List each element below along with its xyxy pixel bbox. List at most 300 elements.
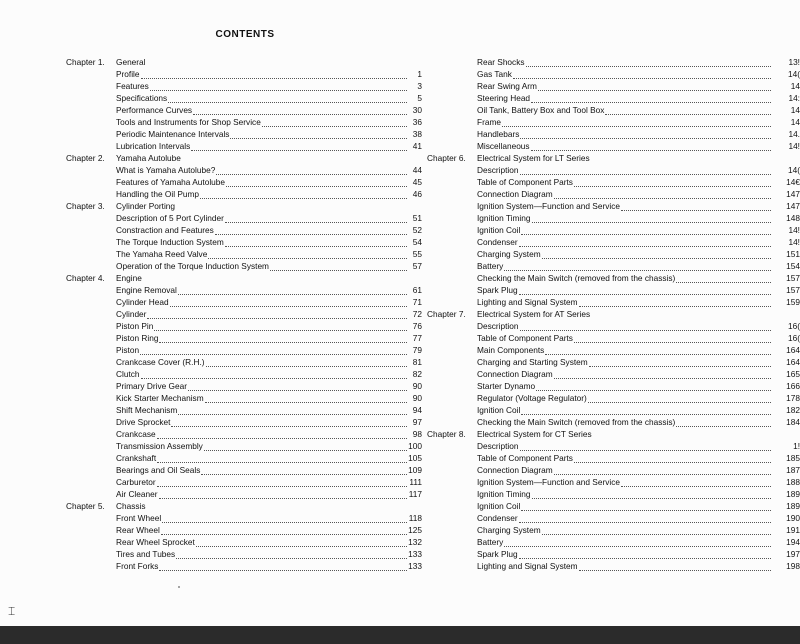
toc-page-number: 191: [786, 525, 800, 535]
toc-entry-label: Ignition Coil: [477, 225, 521, 235]
toc-entry: [66, 236, 422, 248]
toc-page-number: 125: [408, 525, 422, 535]
toc-page-number: 189: [786, 501, 800, 511]
toc-entry: [66, 524, 422, 536]
dot-leader: [542, 251, 771, 259]
dot-leader: [531, 143, 771, 151]
dot-leader: [141, 371, 407, 379]
toc-page-number: 100: [408, 441, 422, 451]
toc-entry: [66, 464, 422, 476]
toc-entry-label: Table of Component Parts: [477, 177, 573, 187]
toc-chapter-heading: [66, 152, 422, 164]
toc-entry-label: Lubrication Intervals: [116, 141, 191, 151]
toc-entry: [66, 428, 422, 440]
toc-page-number: 166: [786, 381, 800, 391]
viewer-bottom-bar: [0, 626, 800, 644]
toc-entry-label: Description: [477, 321, 519, 331]
dot-leader: [200, 191, 407, 199]
toc-page-number: 38: [412, 129, 422, 139]
toc-entry-label: Primary Drive Gear: [116, 381, 187, 391]
toc-page-number: 157: [786, 285, 800, 295]
toc-entry: [66, 356, 422, 368]
toc-page-number: 14: [790, 117, 800, 127]
dot-leader: [520, 443, 771, 451]
toc-entry-label: Clutch: [116, 369, 140, 379]
toc-right-column: [427, 56, 800, 572]
chapter-number: Chapter 8.: [427, 429, 466, 439]
toc-entry: [427, 284, 800, 296]
toc-page-number: 61: [412, 285, 422, 295]
toc-entry-label: Rear Shocks: [477, 57, 525, 67]
dot-leader: [140, 347, 407, 355]
dot-leader: [545, 347, 771, 355]
toc-page-number: 147: [786, 201, 800, 211]
toc-entry-label: Charging System: [477, 249, 541, 259]
dot-leader: [676, 275, 771, 283]
dot-leader: [519, 515, 771, 523]
dot-leader: [579, 299, 771, 307]
toc-entry-label: Operation of the Torque Induction System: [116, 261, 269, 271]
dot-leader: [574, 179, 771, 187]
dot-leader: [574, 455, 771, 463]
toc-entry-label: Piston: [116, 345, 140, 355]
toc-page-number: 13!: [788, 57, 800, 67]
toc-page-number: 90: [412, 393, 422, 403]
toc-entry-label: Connection Diagram: [477, 465, 553, 475]
toc-entry-label: Drive Sprocket: [116, 417, 171, 427]
toc-entry-label: Spark Plug: [477, 285, 518, 295]
toc-entry: [66, 248, 422, 260]
dot-leader: [159, 491, 407, 499]
dot-leader: [208, 251, 407, 259]
toc-entry: [427, 464, 800, 476]
toc-entry-label: Description: [477, 165, 519, 175]
dot-leader: [504, 263, 771, 271]
toc-entry: [66, 452, 422, 464]
toc-entry-label: Checking the Main Switch (removed from the chassis): [477, 273, 676, 283]
toc-entry: [66, 404, 422, 416]
dot-leader: [520, 323, 771, 331]
toc-page-number: 197: [786, 549, 800, 559]
toc-entry: [66, 440, 422, 452]
toc-page-number: 77: [412, 333, 422, 343]
toc-page-number: 184: [786, 417, 800, 427]
dot-leader: [532, 215, 772, 223]
dot-leader: [621, 479, 771, 487]
toc-entry-label: Steering Head: [477, 93, 531, 103]
toc-page-number: 51: [412, 213, 422, 223]
toc-entry: [427, 200, 800, 212]
toc-page-number: 14.: [788, 129, 800, 139]
toc-entry-label: Rear Wheel Sprocket: [116, 537, 195, 547]
dot-leader: [521, 503, 771, 511]
toc-chapter-heading: [427, 428, 800, 440]
toc-page-number: 132: [408, 537, 422, 547]
dot-leader: [621, 203, 771, 211]
dot-leader: [159, 563, 407, 571]
toc-entry: [427, 392, 800, 404]
toc-page-number: 14!: [788, 237, 800, 247]
toc-page-number: 45: [412, 177, 422, 187]
dot-leader: [531, 95, 771, 103]
toc-entry: [66, 560, 422, 572]
toc-entry: [66, 308, 422, 320]
dot-leader: [554, 371, 771, 379]
toc-page-number: 5: [417, 93, 422, 103]
toc-entry: [427, 128, 800, 140]
toc-entry: [427, 440, 800, 452]
toc-entry-label: Features: [116, 81, 149, 91]
chapter-title: Electrical System for AT Series: [477, 309, 591, 319]
toc-page-number: 54: [412, 237, 422, 247]
toc-entry-label: Oil Tank, Battery Box and Tool Box: [477, 105, 605, 115]
dot-leader: [504, 539, 771, 547]
toc-entry-label: Engine Removal: [116, 285, 177, 295]
toc-page-number: 41: [412, 141, 422, 151]
dot-leader: [521, 227, 771, 235]
dot-leader: [176, 551, 407, 559]
toc-entry-label: Lighting and Signal System: [477, 561, 578, 571]
toc-entry-label: Ignition Coil: [477, 501, 521, 511]
dot-leader: [519, 287, 771, 295]
toc-page-number: 81: [412, 357, 422, 367]
toc-entry-label: Checking the Main Switch (removed from the chassis): [477, 417, 676, 427]
dot-leader: [554, 191, 771, 199]
toc-page-number: 46: [412, 189, 422, 199]
toc-entry-label: Piston Pin: [116, 321, 154, 331]
toc-entry-label: Condenser: [477, 513, 518, 523]
toc-entry-label: Kick Starter Mechanism: [116, 393, 204, 403]
toc-page-number: 151: [786, 249, 800, 259]
toc-entry: [66, 488, 422, 500]
toc-entry-label: Condenser: [477, 237, 518, 247]
toc-page-number: 57: [412, 261, 422, 271]
toc-entry: [427, 536, 800, 548]
dot-leader: [605, 107, 771, 115]
toc-entry-label: Bearings and Oil Seals: [116, 465, 201, 475]
toc-entry: [427, 92, 800, 104]
dot-leader: [196, 539, 407, 547]
toc-entry-label: Air Cleaner: [116, 489, 158, 499]
dot-leader: [532, 491, 772, 499]
toc-page-number: 30: [412, 105, 422, 115]
toc-page-number: 118: [408, 513, 422, 523]
toc-entry: [427, 80, 800, 92]
chapter-number: Chapter 7.: [427, 309, 466, 319]
toc-entry: [427, 260, 800, 272]
toc-entry-label: Carburetor: [116, 477, 156, 487]
dot-leader: [206, 359, 407, 367]
toc-entry: [427, 512, 800, 524]
toc-page-number: 109: [408, 465, 422, 475]
toc-entry: [427, 272, 800, 284]
toc-page-number: 147: [786, 189, 800, 199]
dot-leader: [230, 131, 407, 139]
toc-entry: [427, 380, 800, 392]
toc-page-number: 190: [786, 513, 800, 523]
dot-leader: [225, 239, 407, 247]
toc-page-number: 187: [786, 465, 800, 475]
dot-leader: [188, 383, 407, 391]
chapter-title: Yamaha Autolube: [116, 153, 181, 163]
dot-leader: [157, 455, 407, 463]
toc-page-number: 72: [412, 309, 422, 319]
dot-leader: [178, 287, 407, 295]
toc-page-number: 1!: [793, 441, 800, 451]
toc-page-number: 52: [412, 225, 422, 235]
dot-leader: [520, 131, 771, 139]
chapter-title: Chassis: [116, 501, 146, 511]
toc-entry-label: Rear Wheel: [116, 525, 160, 535]
toc-entry-label: Transmission Assembly: [116, 441, 203, 451]
toc-entry: [427, 212, 800, 224]
dot-leader: [513, 71, 771, 79]
toc-entry: [427, 140, 800, 152]
toc-entry-label: Features of Yamaha Autolube: [116, 177, 226, 187]
dot-leader: [178, 407, 407, 415]
dot-leader: [536, 383, 771, 391]
toc-entry-label: Cylinder: [116, 309, 147, 319]
toc-page-number: 16(: [788, 333, 800, 343]
dot-leader: [676, 419, 771, 427]
text-cursor-icon: ⌶: [8, 604, 16, 618]
toc-entry: [66, 212, 422, 224]
toc-entry: [427, 452, 800, 464]
toc-entry-label: Regulator (Voltage Regulator): [477, 393, 587, 403]
dot-leader: [270, 263, 407, 271]
toc-entry-label: Table of Component Parts: [477, 333, 573, 343]
toc-entry-label: Crankcase: [116, 429, 156, 439]
chapter-number: Chapter 4.: [66, 273, 105, 283]
toc-entry: [66, 140, 422, 152]
toc-page-number: 111: [409, 477, 422, 487]
toc-page-number: 82: [412, 369, 422, 379]
toc-page-number: 3: [417, 81, 422, 91]
toc-entry-label: Connection Diagram: [477, 189, 553, 199]
toc-entry-label: Frame: [477, 117, 501, 127]
dot-leader: [162, 515, 407, 523]
dot-leader: [205, 395, 407, 403]
toc-chapter-heading: [66, 500, 422, 512]
toc-entry: [427, 476, 800, 488]
dot-leader: [204, 443, 407, 451]
toc-entry-label: Gas Tank: [477, 69, 512, 79]
toc-entry: [427, 548, 800, 560]
toc-entry-label: Front Wheel: [116, 513, 162, 523]
dot-leader: [519, 239, 771, 247]
toc-entry: [66, 260, 422, 272]
dot-leader: [502, 119, 771, 127]
dot-leader: [521, 407, 771, 415]
toc-page-number: 164: [786, 345, 800, 355]
toc-page-number: 36: [412, 117, 422, 127]
toc-chapter-heading: [66, 272, 422, 284]
toc-entry: [427, 524, 800, 536]
toc-page-number: 105: [408, 453, 422, 463]
toc-entry-label: Crankshaft: [116, 453, 157, 463]
toc-entry-label: Shift Mechanism: [116, 405, 178, 415]
dot-leader: [542, 527, 771, 535]
dot-leader: [579, 563, 771, 571]
toc-entry: [66, 332, 422, 344]
toc-entry-label: The Yamaha Reed Valve: [116, 249, 208, 259]
toc-entry: [66, 104, 422, 116]
dot-leader: [147, 311, 407, 319]
toc-entry: [427, 320, 800, 332]
toc-page-number: 14(: [788, 165, 800, 175]
toc-entry: [427, 68, 800, 80]
toc-page-number: 14!: [788, 141, 800, 151]
toc-entry: [66, 284, 422, 296]
toc-page-number: 71: [412, 297, 422, 307]
toc-entry-label: Ignition System—Function and Service: [477, 201, 620, 211]
toc-entry-label: Front Forks: [116, 561, 159, 571]
dot-leader: [150, 83, 407, 91]
toc-entry: [427, 236, 800, 248]
toc-entry-label: Handlebars: [477, 129, 520, 139]
toc-entry: [427, 332, 800, 344]
toc-entry-label: Handling the Oil Pump: [116, 189, 200, 199]
chapter-title: Cylinder Porting: [116, 201, 176, 211]
dot-leader: [538, 83, 771, 91]
toc-page-number: 154: [786, 261, 800, 271]
toc-page-number: 189: [786, 489, 800, 499]
toc-entry: [427, 224, 800, 236]
dot-leader: [520, 167, 771, 175]
toc-entry-label: Constraction and Features: [116, 225, 214, 235]
dot-leader: [574, 335, 771, 343]
toc-entry-label: Miscellaneous: [477, 141, 530, 151]
toc-entry-label: Profile: [116, 69, 140, 79]
toc-entry: [427, 176, 800, 188]
toc-entry: [427, 164, 800, 176]
toc-entry-label: Charging System: [477, 525, 541, 535]
toc-entry-label: Table of Component Parts: [477, 453, 573, 463]
chapter-title: Electrical System for CT Series: [477, 429, 592, 439]
toc-entry: [66, 296, 422, 308]
toc-page-number: 133: [408, 561, 422, 571]
toc-page-number: 133: [408, 549, 422, 559]
toc-entry-label: Battery: [477, 261, 504, 271]
toc-page-number: 1: [417, 69, 422, 79]
toc-entry: [66, 224, 422, 236]
dot-leader: [157, 479, 407, 487]
toc-entry: [427, 560, 800, 572]
toc-entry: [66, 368, 422, 380]
toc-entry: [66, 512, 422, 524]
toc-entry-label: Starter Dynamo: [477, 381, 536, 391]
toc-entry: [427, 188, 800, 200]
toc-page-number: 16(: [788, 321, 800, 331]
dot-leader: [216, 167, 407, 175]
toc-page-number: 90: [412, 381, 422, 391]
toc-page-number: 14: [790, 105, 800, 115]
dot-leader: [201, 467, 407, 475]
toc-entry-label: Battery: [477, 537, 504, 547]
dot-leader: [193, 107, 407, 115]
toc-entry: [427, 356, 800, 368]
chapter-number: Chapter 1.: [66, 57, 105, 67]
toc-entry-label: Piston Ring: [116, 333, 159, 343]
stray-mark: [178, 586, 180, 588]
toc-entry: [427, 404, 800, 416]
dot-leader: [215, 227, 407, 235]
dot-leader: [262, 119, 407, 127]
toc-entry-label: Crankcase Cover (R.H.): [116, 357, 205, 367]
dot-leader: [161, 527, 407, 535]
toc-page-number: 55: [412, 249, 422, 259]
toc-entry-label: Ignition Timing: [477, 489, 531, 499]
toc-page-number: 185: [786, 453, 800, 463]
toc-chapter-heading: [66, 56, 422, 68]
toc-entry: [66, 320, 422, 332]
dot-leader: [154, 323, 407, 331]
dot-leader: [141, 71, 407, 79]
toc-page-number: 159: [786, 297, 800, 307]
toc-page-number: 194: [786, 537, 800, 547]
toc-page-number: 178: [786, 393, 800, 403]
chapter-number: Chapter 6.: [427, 153, 466, 163]
dot-leader: [589, 359, 771, 367]
toc-chapter-heading: [427, 152, 800, 164]
toc-entry-label: Specifications: [116, 93, 168, 103]
toc-page-number: 14!: [788, 225, 800, 235]
toc-entry-label: Tires and Tubes: [116, 549, 176, 559]
toc-page-number: 14€: [786, 177, 800, 187]
toc-page-number: 14: [790, 81, 800, 91]
toc-entry: [427, 116, 800, 128]
toc-page-number: 198: [786, 561, 800, 571]
toc-entry: [66, 380, 422, 392]
toc-chapter-heading: [427, 308, 800, 320]
toc-entry: [427, 368, 800, 380]
toc-chapter-heading: [66, 200, 422, 212]
toc-page-number: 79: [412, 345, 422, 355]
dot-leader: [171, 419, 407, 427]
toc-page-number: 44: [412, 165, 422, 175]
toc-page-number: 76: [412, 321, 422, 331]
dot-leader: [191, 143, 407, 151]
toc-entry: [427, 296, 800, 308]
toc-entry-label: Ignition Timing: [477, 213, 531, 223]
toc-entry: [66, 392, 422, 404]
toc-entry-label: Charging and Starting System: [477, 357, 588, 367]
toc-entry: [66, 176, 422, 188]
toc-page-number: 94: [412, 405, 422, 415]
toc-entry: [66, 188, 422, 200]
toc-entry: [66, 128, 422, 140]
toc-page-number: 148: [786, 213, 800, 223]
chapter-number: Chapter 2.: [66, 153, 105, 163]
toc-left-column: [66, 56, 422, 572]
toc-entry-label: Periodic Maintenance Intervals: [116, 129, 230, 139]
page-title: CONTENTS: [215, 29, 275, 40]
chapter-number: Chapter 3.: [66, 201, 105, 211]
dot-leader: [168, 95, 407, 103]
toc-entry: [427, 416, 800, 428]
toc-page-number: 157: [786, 273, 800, 283]
toc-entry-label: Ignition Coil: [477, 405, 521, 415]
toc-page-number: 14:: [788, 93, 800, 103]
dot-leader: [554, 467, 771, 475]
toc-entry: [66, 92, 422, 104]
toc-entry-label: Ignition System—Function and Service: [477, 477, 620, 487]
toc-entry: [66, 68, 422, 80]
toc-entry-label: Performance Curves: [116, 105, 193, 115]
toc-page-number: 182: [786, 405, 800, 415]
toc-entry: [427, 500, 800, 512]
toc-entry-label: Main Components: [477, 345, 545, 355]
